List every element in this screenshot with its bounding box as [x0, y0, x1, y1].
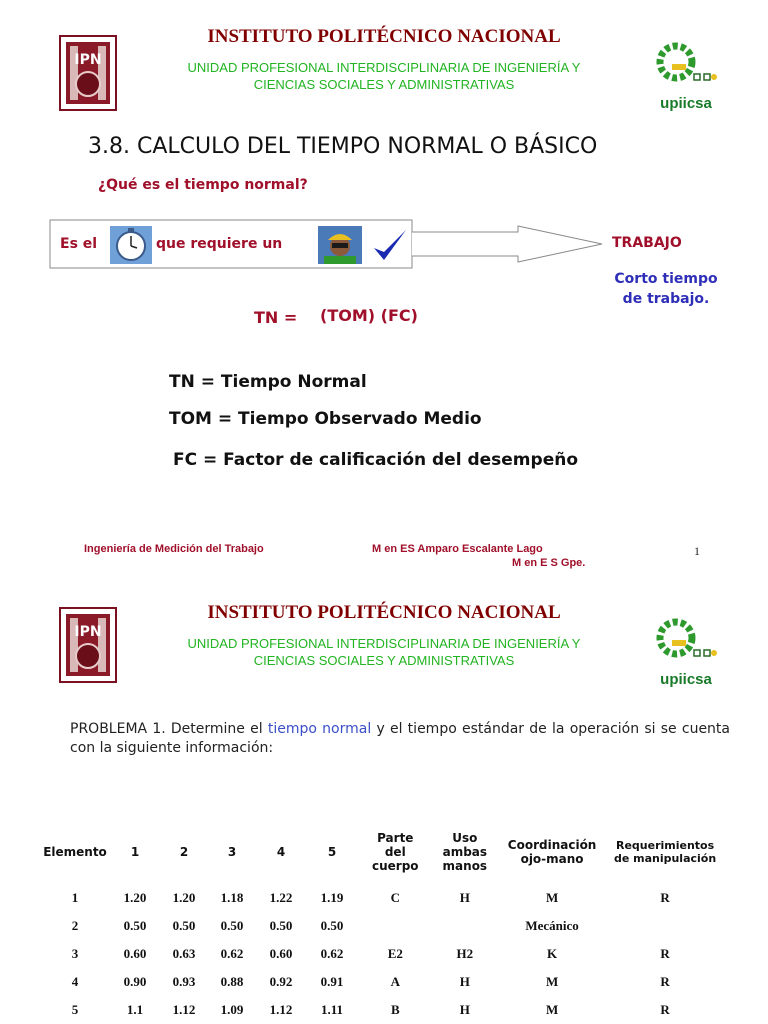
table-cell: B	[390, 1002, 400, 1017]
table-cell: 0.62	[220, 946, 244, 961]
data-table	[40, 820, 723, 1024]
table-row	[40, 968, 723, 996]
table-row	[40, 996, 723, 1024]
table-header: 2	[179, 845, 189, 859]
table-cell: 1.20	[172, 890, 196, 905]
definition-tom: TOM = Tiempo Observado Medio	[169, 409, 482, 429]
table-cell: 1.09	[220, 1002, 244, 1017]
table-row	[40, 940, 723, 968]
page-number: 1	[694, 544, 700, 558]
footer-author-1: M en ES Amparo Escalante Lago	[372, 543, 543, 555]
table-cell: 0.91	[320, 974, 344, 989]
table-cell: 5	[71, 1002, 79, 1017]
corto-line-2: de trabajo.	[622, 291, 710, 307]
table-cell: 1.22	[269, 890, 293, 905]
problem-highlight: tiempo normal	[267, 721, 372, 737]
upiicsa-logo-icon	[654, 612, 720, 690]
formula-rhs: (TOM) (FC)	[320, 306, 418, 325]
table-cell: 1.19	[320, 890, 344, 905]
problem-text-pre: PROBLEMA 1. Determine el	[70, 721, 268, 737]
svg-text:upiicsa: upiicsa	[660, 95, 712, 112]
table-cell: M	[545, 1002, 559, 1017]
table-header: Uso ambas manos	[442, 831, 488, 873]
trabajo-label: TRABAJO	[612, 235, 682, 251]
table-cell	[607, 912, 723, 940]
problem-text-post: y el tiempo estándar de la operación si se cuenta con la siguiente información:	[70, 721, 730, 756]
table-header: 5	[327, 845, 337, 859]
checkmark-icon	[370, 226, 410, 266]
table-cell: 0.62	[320, 946, 344, 961]
footer-course: Ingeniería de Medición del Trabajo	[84, 543, 264, 555]
footer-author-2: M en E S Gpe.	[512, 557, 586, 569]
table-cell: M	[545, 974, 559, 989]
table-row	[40, 884, 723, 912]
institute-title: INSTITUTO POLITÉCNICO NACIONAL	[207, 26, 561, 47]
table-cell: 2	[71, 918, 79, 933]
definition-tn: TN = Tiempo Normal	[169, 372, 367, 392]
svg-text:IPN: IPN	[74, 52, 102, 68]
unidad-line-2: CIENCIAS SOCIALES Y ADMINISTRATIVAS	[253, 653, 515, 668]
unidad-line-1: UNIDAD PROFESIONAL INTERDISCIPLINARIA DE INGENIERÍA Y	[187, 60, 581, 75]
formula-lhs: TN =	[254, 308, 298, 327]
box-es-el: Es el	[60, 236, 98, 252]
table-cell: 1.11	[320, 1002, 344, 1017]
table-cell: 0.93	[172, 974, 196, 989]
table-cell: H2	[456, 946, 474, 961]
unidad-line-1: UNIDAD PROFESIONAL INTERDISCIPLINARIA DE INGENIERÍA Y	[187, 636, 581, 651]
institute-title: INSTITUTO POLITÉCNICO NACIONAL	[207, 602, 561, 623]
table-cell: 1.20	[123, 890, 147, 905]
box-requiere: que requiere un	[156, 236, 283, 252]
table-cell: Mecánico	[525, 918, 579, 933]
table-header: Elemento	[43, 845, 107, 859]
table-cell: E2	[387, 946, 403, 961]
stopwatch-icon	[110, 226, 152, 264]
corto-tiempo-label	[596, 269, 736, 309]
table-cell: 0.50	[123, 918, 147, 933]
table-cell: 0.60	[123, 946, 147, 961]
table-cell: R	[660, 890, 670, 905]
table-cell: H	[459, 974, 470, 989]
table-cell: 1.18	[220, 890, 244, 905]
table-header: Requerimientos de manipulación	[613, 839, 717, 865]
table-cell: 0.60	[269, 946, 293, 961]
definition-fc: FC = Factor de calificación del desempeño	[173, 450, 579, 470]
unidad-line-2: CIENCIAS SOCIALES Y ADMINISTRATIVAS	[253, 77, 515, 92]
table-cell: A	[390, 974, 400, 989]
table-cell	[358, 912, 433, 940]
table-header: 1	[130, 845, 140, 859]
svg-text:upiicsa: upiicsa	[660, 671, 712, 688]
table-cell: 0.90	[123, 974, 147, 989]
table-cell: 0.50	[172, 918, 196, 933]
table-cell: C	[390, 890, 400, 905]
table-cell: R	[660, 946, 670, 961]
table-cell: M	[545, 890, 559, 905]
table-cell: K	[547, 946, 558, 961]
table-cell: 0.50	[220, 918, 244, 933]
svg-text:IPN: IPN	[74, 624, 102, 640]
table-cell: R	[660, 1002, 670, 1017]
slide-title: 3.8. CALCULO DEL TIEMPO NORMAL O BÁSICO	[88, 134, 598, 159]
table-cell: 4	[71, 974, 79, 989]
table-header: Parte del cuerpo	[372, 831, 419, 873]
table-header: 4	[276, 845, 286, 859]
table-cell: 1	[71, 890, 79, 905]
table-cell: H	[459, 1002, 470, 1017]
table-cell: 0.63	[172, 946, 196, 961]
table-cell: 1.12	[172, 1002, 196, 1017]
problem-statement	[70, 720, 730, 758]
table-cell: 0.50	[320, 918, 344, 933]
table-cell: 3	[71, 946, 79, 961]
upiicsa-logo-icon	[654, 36, 720, 114]
worker-icon	[318, 226, 362, 264]
table-header: Coordinación ojo-mano	[507, 838, 597, 866]
table-cell: 0.50	[269, 918, 293, 933]
corto-line-1: Corto tiempo	[614, 271, 718, 287]
table-cell: R	[660, 974, 670, 989]
table-cell: 0.92	[269, 974, 293, 989]
question-text: ¿Qué es el tiempo normal?	[98, 177, 308, 193]
table-cell: 1.1	[126, 1002, 144, 1017]
table-cell: 1.12	[269, 1002, 293, 1017]
table-cell: 0.88	[220, 974, 244, 989]
table-header: 3	[227, 845, 237, 859]
table-cell: H	[459, 890, 470, 905]
table-row	[40, 912, 723, 940]
table-cell	[433, 912, 498, 940]
table-header-row	[40, 820, 723, 884]
